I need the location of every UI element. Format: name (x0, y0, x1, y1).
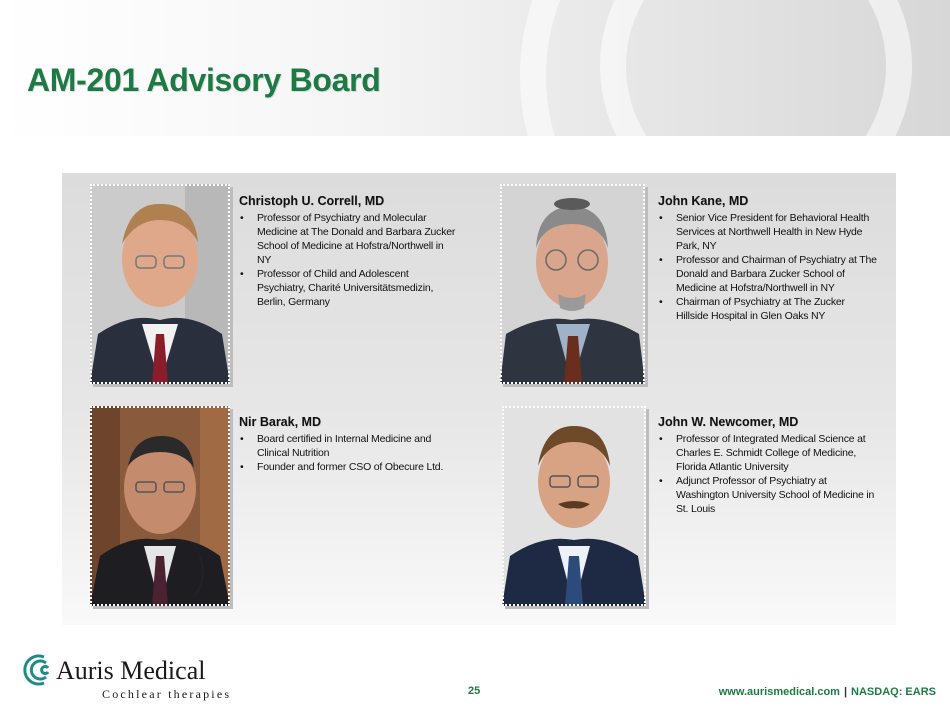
member-bio-newcomer (658, 415, 878, 516)
member-photo-barak (90, 406, 230, 606)
member-photo-newcomer (502, 406, 646, 606)
member-name: John Kane, MD (658, 194, 749, 208)
bullet-item: • Professor and Chairman of Psychiatry at The Donald and Barbara Zucker School of Medicine at Hofstra/Northwell in NY (658, 253, 878, 295)
bullet-item: • Board certified in Internal Medicine and Clinical Nutrition (239, 432, 459, 460)
header-decoration (600, 0, 912, 136)
member-name: Christoph U. Correll, MD (239, 194, 385, 208)
logo-tagline: Cochlear therapies (102, 687, 232, 701)
member-photo-kane (500, 184, 645, 384)
slide-title: AM-201 Advisory Board (27, 62, 381, 98)
bullet-item: • Professor of Psychiatry and Molecular Medicine at The Donald and Barbara Zucker School of Medicine at Hofstra/Northwell in NY (239, 211, 459, 267)
member-name: John W. Newcomer, MD (658, 415, 799, 429)
footer-info (719, 686, 936, 698)
member-name: Nir Barak, MD (239, 415, 321, 429)
bullet-item: • Professor of Integrated Medical Science at Charles E. Schmidt College of Medicine, Florida Atlantic University (658, 432, 878, 474)
website-link[interactable]: www.aurismedical.com (718, 686, 840, 698)
member-bullets (239, 432, 459, 474)
company-logo[interactable] (22, 653, 232, 703)
member-bullets (658, 432, 878, 516)
bullet-item: • Professor of Child and Adolescent Psychiatry, Charité Universitätsmedizin, Berlin, Germany (239, 267, 459, 309)
member-bio-barak (239, 415, 459, 474)
logo-name: Auris Medical (56, 656, 206, 685)
bullet-item: • Founder and former CSO of Obecure Ltd. (239, 460, 459, 474)
member-bullets (239, 211, 459, 309)
bullet-item: • Chairman of Psychiatry at The Zucker Hillside Hospital in Glen Oaks NY (658, 295, 878, 323)
member-bio-kane (658, 194, 878, 323)
member-photo-correll (90, 184, 230, 384)
member-bullets (658, 211, 878, 323)
footer-separator: | (843, 686, 848, 698)
stock-ticker: NASDAQ: EARS (851, 686, 936, 698)
bullet-item: • Adjunct Professor of Psychiatry at Washington University School of Medicine in St. Louis (658, 474, 878, 516)
page-number: 25 (468, 685, 481, 697)
auris-medical-logo-icon (22, 653, 56, 687)
member-bio-correll (239, 194, 459, 309)
bullet-item: • Senior Vice President for Behavioral Health Services at Northwell Health in New Hyde Park, NY (658, 211, 878, 253)
